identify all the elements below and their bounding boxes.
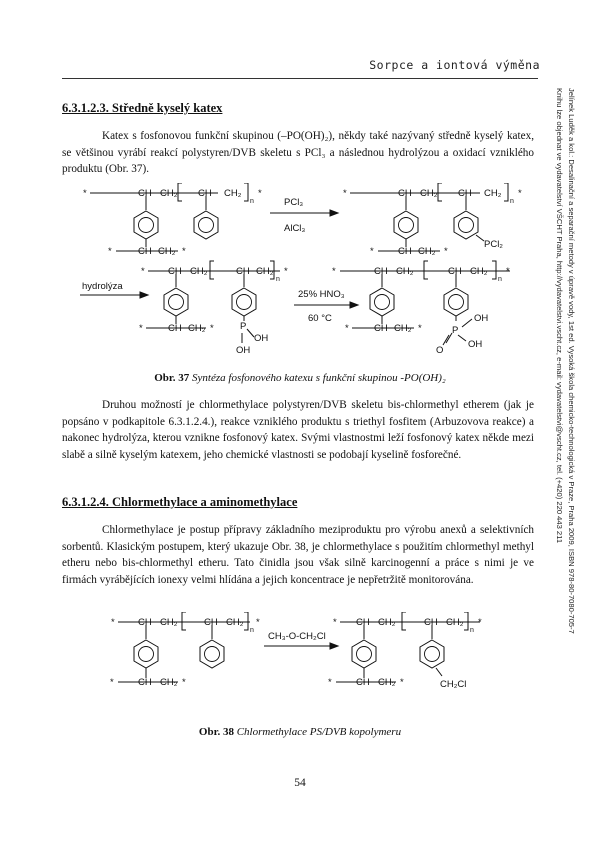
chain-ch: CH <box>198 188 212 199</box>
chain-ch2: CH₂ <box>158 246 176 257</box>
section-heading-1: 6.3.1.2.3. Středně kyselý katex <box>62 101 223 115</box>
label-p: P <box>452 325 459 336</box>
label-hydrolysis: hydrolýza <box>82 281 123 292</box>
chain-ch2: CH₂ <box>470 266 488 277</box>
chain-star: * <box>111 617 115 628</box>
chain-ch2: CH₂ <box>226 617 244 628</box>
chain-star: * <box>284 266 288 277</box>
side-note-line-1: Jelínek Luděk a kol.: Desalinační a separační metody v úpravě vody, 1st ed. Vysoká škola chemicko-technologická v Praze, Praha 2009, ISBN 978-80-7080-705-7 <box>567 88 576 634</box>
chain-ch: CH <box>356 617 370 628</box>
chain-ch2: CH₂ <box>224 188 242 199</box>
chain-ch: CH <box>236 266 250 277</box>
chain-ch2: CH₂ <box>418 246 436 257</box>
paragraph-2: Druhou možností je chlormethylace polystyren/DVB skeletu bis-chlormethyl etherem (jak je popsáno v podkapitole 6.3.1.2.4.), reakce vzniklého produktu s triethyl fosfitem (Arbuzovova reakce) a nakonec hydrolýza, kterou vznikne fosfonový katex. Svými vlastnostmi leží fosfonový katex někde mezi slabě a silně kyselým katexem, jeho chemické vlastnosti se podobají kyselině fosforečné. <box>62 399 534 461</box>
chain-n: n <box>276 276 280 283</box>
chain-ch: CH <box>458 188 472 199</box>
chain-ch2: CH₂ <box>378 677 396 688</box>
chain-ch2: CH₂ <box>446 617 464 628</box>
label-ch2cl: CH₂Cl <box>440 679 467 690</box>
label-p: P <box>240 321 247 332</box>
chain-star: * <box>333 617 337 628</box>
chain-n: n <box>470 627 474 634</box>
label-oh: OH <box>474 313 489 324</box>
chain-ch: CH <box>374 323 388 334</box>
chain-ch: CH <box>204 617 218 628</box>
chain-star: * <box>110 677 114 688</box>
running-header: Sorpce a iontová výměna <box>369 58 540 72</box>
chain-n: n <box>498 276 502 283</box>
caption-38-text: Chlormethylace PS/DVB kopolymeru <box>236 726 402 738</box>
chain-n: n <box>250 627 254 634</box>
chain-ch2: CH₂ <box>190 266 208 277</box>
chain-ch2: CH₂ <box>396 266 414 277</box>
chain-n: n <box>510 198 514 205</box>
chain-star: * <box>478 617 482 628</box>
chain-ch2: CH₂ <box>256 266 274 277</box>
paragraph-1: Katex s fosfonovou funkční skupinou (–PO(OH)₂), někdy také nazývaný středně kyselý katex, se většinou vyrábí reakcí polystyren/DVB skeletu s PCl₃ a následnou hydrolýzou a oxidací vzniklého produktu (Obr. 37). <box>62 130 534 175</box>
chain-ch2: CH₂ <box>160 677 178 688</box>
label-pcl2: PCl₂ <box>484 239 503 250</box>
caption-38-num: Obr. 38 <box>198 726 234 738</box>
chain-ch2: CH₂ <box>394 323 412 334</box>
reagent-alcl3: AlCl₃ <box>284 223 306 234</box>
label-o: O <box>436 345 444 356</box>
chain-star: * <box>332 266 336 277</box>
chain-ch: CH <box>398 188 412 199</box>
chain-star: * <box>141 266 145 277</box>
chain-ch2: CH₂ <box>484 188 502 199</box>
chain-star: * <box>258 188 262 199</box>
chain-star: * <box>518 188 522 199</box>
chain-star: * <box>400 677 404 688</box>
label-oh: OH <box>254 333 269 344</box>
chain-star: * <box>418 323 422 334</box>
chain-ch: CH <box>138 677 152 688</box>
chain-star: * <box>345 323 349 334</box>
reagent-hno3: 25% HNO₃ <box>298 289 345 300</box>
chain-ch2: CH₂ <box>160 617 178 628</box>
chain-star: * <box>182 677 186 688</box>
chain-star: * <box>108 246 112 257</box>
chain-star: * <box>444 246 448 257</box>
page-number: 54 <box>294 777 306 789</box>
chain-ch: CH <box>448 266 462 277</box>
figure-37 <box>0 183 600 383</box>
chain-ch2: CH₂ <box>378 617 396 628</box>
chain-star: * <box>256 617 260 628</box>
chain-star: * <box>370 246 374 257</box>
caption-38 <box>0 726 600 738</box>
chain-ch2: CH₂ <box>420 188 438 199</box>
chain-ch: CH <box>138 246 152 257</box>
reagent-cmme: CH₃-O-CH₂Cl <box>268 631 326 642</box>
figure-38 <box>0 612 600 722</box>
chain-ch: CH <box>356 677 370 688</box>
reaction-temp: 60 °C <box>308 313 332 324</box>
chain-star: * <box>210 323 214 334</box>
chain-star: * <box>506 266 510 277</box>
chain-ch: CH <box>138 617 152 628</box>
chain-ch: CH <box>138 188 152 199</box>
chain-ch: CH <box>374 266 388 277</box>
caption-37-num: Obr. 37 <box>154 372 190 384</box>
chain-ch2: CH₂ <box>160 188 178 199</box>
chain-star: * <box>182 246 186 257</box>
label-oh: OH <box>236 345 251 356</box>
chain-star: * <box>343 188 347 199</box>
side-note-line-2: Knihu lze objednat ve vydavatelství VŠCHT Praha, http://vydavatelstvi.vscht.cz, e-mail: vydavatelstvi@vscht.cz, tel. (+420) 220 443 211 <box>555 88 564 544</box>
chain-star: * <box>83 188 87 199</box>
header-rule <box>62 78 538 79</box>
section-heading-2: 6.3.1.2.4. Chlormethylace a aminomethylace <box>62 495 298 509</box>
reagent-pcl3: PCl₃ <box>284 197 304 208</box>
chain-ch: CH <box>168 266 182 277</box>
chain-ch: CH <box>424 617 438 628</box>
caption-37 <box>0 372 600 384</box>
chain-n: n <box>250 198 254 205</box>
chain-ch: CH <box>168 323 182 334</box>
chain-star: * <box>139 323 143 334</box>
chain-ch2: CH₂ <box>188 323 206 334</box>
paragraph-3: Chlormethylace je postup přípravy základního meziproduktu pro výrobu anexů a selektivních sorbentů. Klasickým postupem, který ukazuje Obr. 38, je chlormethylace s použitím chlormethyl methyl etheru nebo bis-chlormethyl etheru. Tato činidla jsou však silně karcinogenní a práce s nimi je ve firmách vyrábějících ionexy velmi hlídána a jejich koncentrace je nepřetržitě monitorována. <box>62 524 534 586</box>
chain-ch: CH <box>398 246 412 257</box>
label-oh: OH <box>468 339 483 350</box>
chain-star: * <box>328 677 332 688</box>
caption-37-text: Syntéza fosfonového katexu s funkční skupinou -PO(OH)₂ <box>192 372 446 384</box>
